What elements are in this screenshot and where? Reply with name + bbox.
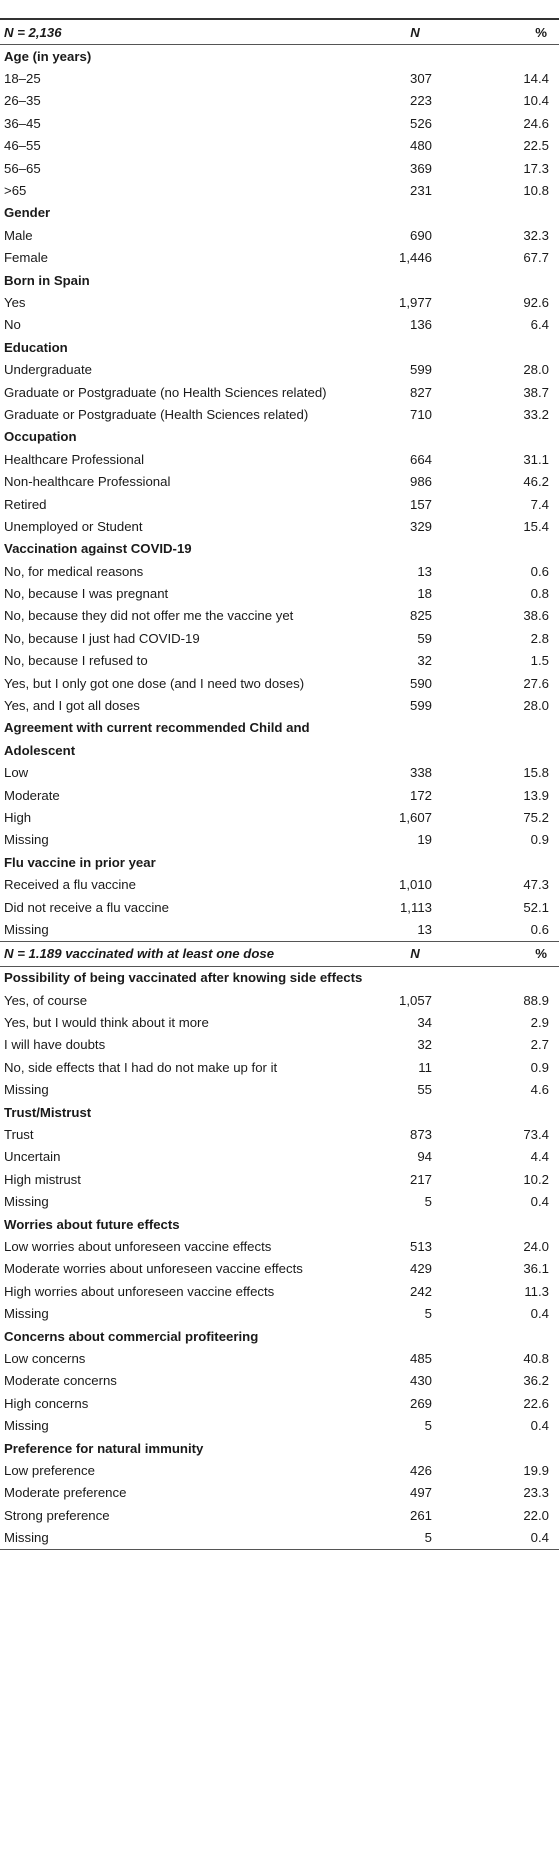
section-heading-row [0,538,559,560]
row-label: Moderate concerns [4,1373,117,1389]
table-row [0,1459,559,1481]
table-row [0,67,559,89]
empty-cell [368,45,432,68]
row-n: 59 [417,630,432,646]
row-label: Moderate preference [4,1485,127,1501]
section-heading-row [0,1437,559,1459]
table-row [0,672,559,694]
row-label: Yes, of course [4,992,88,1008]
row-label: 56–65 [4,160,41,176]
empty-cell [368,538,432,560]
table-body [0,20,559,1549]
row-label: 26–35 [4,93,41,109]
section-title: Worries about future effects [4,1216,180,1232]
row-percent: 14.4 [523,71,549,87]
row-n: 986 [409,474,432,490]
empty-cell [368,1101,432,1123]
row-n: 497 [409,1485,432,1501]
table-row [0,1370,559,1392]
row-percent: 22.0 [523,1507,549,1523]
row-percent: 15.4 [523,518,549,534]
table-row [0,873,559,895]
row-label: Received a flu vaccine [4,877,136,893]
section-title: Education [4,339,68,355]
row-n: 690 [409,227,432,243]
section-title: Concerns about commercial profiteering [4,1328,259,1344]
row-label: No, because I just had COVID-19 [4,630,200,646]
table-row [0,470,559,492]
row-percent: 2.9 [530,1015,549,1031]
row-n: 710 [409,406,432,422]
row-label: Male [4,227,33,243]
table-row [0,1347,559,1369]
row-n: 307 [409,71,432,87]
row-n: 231 [409,183,432,199]
table-row [0,784,559,806]
table-row [0,762,559,784]
row-n: 11 [418,1059,432,1075]
table-row [0,224,559,246]
row-percent: 38.7 [523,384,549,400]
table-row [0,1392,559,1414]
empty-cell [368,966,432,989]
row-percent: 0.4 [530,1306,549,1322]
row-label: Non-healthcare Professional [4,474,171,490]
empty-cell [432,966,559,989]
header-percent: % [432,941,559,966]
empty-cell [368,1213,432,1235]
section-heading-row [0,202,559,224]
row-percent: 2.7 [530,1037,549,1053]
row-n: 55 [417,1082,432,1098]
row-n: 873 [409,1127,432,1143]
row-percent: 0.9 [530,832,549,848]
table-header-row [0,20,559,45]
row-label: Uncertain [4,1149,61,1165]
row-n: 136 [409,317,432,333]
row-n: 1,446 [398,250,432,266]
row-label: >65 [4,183,27,199]
empty-cell [432,1213,559,1235]
table-row [0,1168,559,1190]
row-label: Missing [4,1418,49,1434]
table-row [0,1146,559,1168]
table-row [0,291,559,313]
table-row [0,1079,559,1101]
section-heading-row [0,1101,559,1123]
header-n: N [368,20,432,45]
empty-cell [432,1325,559,1347]
empty-cell [432,1437,559,1459]
row-percent: 6.4 [530,317,549,333]
row-label: Missing [0,1526,368,1549]
empty-cell [368,851,432,873]
row-percent: 67.7 [523,250,549,266]
row-label: High [4,809,32,825]
row-percent: 23.3 [523,1485,549,1501]
row-label: 18–25 [4,71,41,87]
row-label: High concerns [4,1395,89,1411]
table-row [0,918,559,941]
row-percent: 33.2 [523,406,549,422]
row-n: 157 [409,496,432,512]
row-label: Missing [4,1306,49,1322]
row-label: Graduate or Postgraduate (Health Sciences related) [4,406,309,422]
row-percent: 22.5 [523,138,549,154]
row-label: Strong preference [4,1507,110,1523]
empty-cell [368,336,432,358]
row-label: No [4,317,21,333]
row-percent: 10.2 [523,1171,549,1187]
table-row [0,515,559,537]
row-n: 242 [409,1283,432,1299]
table-row [0,582,559,604]
section-heading-row [0,426,559,448]
row-label: Retired [4,496,47,512]
empty-cell [432,1101,559,1123]
row-label: Unemployed or Student [4,518,143,534]
table-row [0,989,559,1011]
header-sample-size: N = 1.189 vaccinated with at least one dose [0,941,368,966]
table-row [0,179,559,201]
row-n: 1,977 [398,294,432,310]
row-percent: 7.4 [530,496,549,512]
row-n: 599 [409,698,432,714]
row-label: Graduate or Postgraduate (no Health Sciences related) [4,384,327,400]
row-percent: 0.9 [530,1059,549,1075]
section-title: Preference for natural immunity [4,1440,204,1456]
empty-cell [432,202,559,224]
row-label: Yes, but I only got one dose (and I need two doses) [4,675,305,691]
row-n: 825 [409,608,432,624]
row-n: 5 [424,1306,432,1322]
row-percent: 1.5 [530,653,549,669]
row-n: 480 [409,138,432,154]
row-percent: 0.4 [432,1526,559,1549]
table-row [0,1504,559,1526]
row-label: No, because I refused to [4,653,148,669]
table-row [0,1056,559,1078]
row-n: 172 [409,787,432,803]
row-label: Yes [4,294,26,310]
table-row [0,90,559,112]
section-heading-row [0,717,559,739]
row-n: 13 [417,563,432,579]
row-label: Undergraduate [4,362,92,378]
row-percent: 88.9 [523,992,549,1008]
row-percent: 10.8 [523,183,549,199]
row-n: 513 [409,1239,432,1254]
empty-cell [368,426,432,448]
table-row [0,247,559,269]
table-row [0,135,559,157]
row-n: 426 [409,1462,432,1478]
table-row [0,896,559,918]
row-n: 429 [409,1261,432,1277]
row-n: 223 [409,93,432,109]
row-label: Moderate worries about unforeseen vaccine effects [4,1261,303,1277]
row-n: 5 [424,1194,432,1210]
section-heading-row [0,1325,559,1347]
section-title: Gender [4,205,51,221]
row-label: Did not receive a flu vaccine [4,899,169,915]
table-row [0,1258,559,1280]
row-label: Low concerns [4,1350,86,1366]
row-label: Trust [4,1127,34,1143]
row-n: 827 [409,384,432,400]
row-percent: 10.4 [523,93,549,109]
row-label: Female [4,250,48,266]
row-percent: 52.1 [523,899,549,915]
table-row [0,1011,559,1033]
row-label: Low [4,765,29,781]
row-n: 369 [409,160,432,176]
table-row [0,829,559,851]
section-title: Agreement with current recommended Child and [4,720,310,736]
section-title: Flu vaccine in prior year [4,854,156,870]
row-n: 664 [409,451,432,467]
empty-cell [368,717,432,739]
table-row [0,448,559,470]
row-percent: 0.8 [530,586,549,602]
table-row [0,627,559,649]
row-n: 261 [409,1507,432,1523]
row-percent: 92.6 [523,294,549,310]
row-n: 5 [368,1526,432,1549]
row-label: No, because they did not offer me the vaccine yet [4,608,294,624]
empty-cell [432,851,559,873]
section-heading-row [0,739,559,761]
table-row [0,806,559,828]
row-n: 32 [417,653,432,669]
row-percent: 28.0 [523,698,549,714]
table-row [0,112,559,134]
row-percent: 28.0 [523,362,549,378]
table-row [0,694,559,716]
header-sample-size: N = 2,136 [0,20,368,45]
table-row [0,1302,559,1324]
row-label: I will have doubts [4,1037,106,1053]
row-label: Missing [4,921,49,937]
table-row [0,314,559,336]
demographics-table [0,20,559,1550]
row-percent: 47.3 [523,877,549,893]
row-label: Missing [4,832,49,848]
row-label: 46–55 [4,138,41,154]
empty-cell [368,202,432,224]
empty-cell [368,1325,432,1347]
row-n: 32 [417,1037,432,1053]
table-row [0,605,559,627]
section-heading-row [0,269,559,291]
table-row [0,1123,559,1145]
section-title: Possibility of being vaccinated after knowing side effects [4,970,363,986]
row-n: 430 [409,1373,432,1389]
empty-cell [432,739,559,761]
row-label: No, for medical reasons [4,563,144,579]
table-row [0,1034,559,1056]
table-row [0,1482,559,1504]
row-percent: 38.6 [523,608,549,624]
row-label: No, because I was pregnant [4,586,169,602]
row-percent: 0.6 [530,563,549,579]
table-row [0,358,559,380]
row-percent: 11.3 [524,1283,549,1299]
row-label: Moderate [4,787,60,803]
header-n: N [368,941,432,966]
row-percent: 32.3 [523,227,549,243]
row-percent: 4.4 [530,1149,549,1165]
row-percent: 36.1 [523,1261,549,1277]
section-title: Trust/Mistrust [4,1104,92,1120]
empty-cell [368,739,432,761]
row-n: 1,057 [398,992,432,1008]
row-n: 1,010 [398,877,432,893]
row-percent: 22.6 [523,1395,549,1411]
table-row [0,560,559,582]
table-row [0,1414,559,1436]
row-n: 338 [409,765,432,781]
table-header-row [0,941,559,966]
row-percent: 0.4 [530,1418,549,1434]
row-label: Missing [4,1082,49,1098]
empty-cell [368,269,432,291]
section-title: Vaccination against COVID-19 [4,541,192,557]
row-n: 13 [417,921,432,937]
row-n: 217 [409,1171,432,1187]
section-title: Born in Spain [4,272,90,288]
row-n: 1,607 [398,809,432,825]
row-percent: 24.0 [523,1239,549,1254]
row-n: 5 [424,1418,432,1434]
table-row [0,1235,559,1257]
section-title-continued: Adolescent [4,742,76,758]
empty-cell [368,1437,432,1459]
row-n: 485 [409,1350,432,1366]
empty-cell [432,717,559,739]
row-label: Healthcare Professional [4,451,145,467]
row-percent: 19.9 [523,1462,549,1478]
table-row [0,493,559,515]
table-row [0,1526,559,1549]
row-percent: 0.4 [530,1194,549,1210]
row-percent: 2.8 [530,630,549,646]
row-n: 34 [417,1015,432,1031]
row-label: No, side effects that I had do not make up for it [4,1059,278,1075]
row-percent: 73.4 [523,1127,549,1143]
row-n: 599 [409,362,432,378]
row-n: 590 [409,675,432,691]
row-label: Low worries about unforeseen vaccine effects [4,1239,272,1254]
row-label: High worries about unforeseen vaccine effects [4,1283,275,1299]
empty-cell [432,336,559,358]
table-row [0,650,559,672]
section-heading-row [0,336,559,358]
table-row [0,157,559,179]
section-title: Age (in years) [4,48,92,64]
row-percent: 40.8 [523,1350,549,1366]
row-percent: 31.1 [523,451,549,467]
row-label: Yes, and I got all doses [4,698,140,714]
row-percent: 36.2 [523,1373,549,1389]
empty-cell [432,538,559,560]
row-percent: 4.6 [530,1082,549,1098]
row-percent: 0.6 [530,921,549,937]
section-title: Occupation [4,429,77,445]
row-percent: 15.8 [523,765,549,781]
table-row [0,1191,559,1213]
section-heading-row [0,1213,559,1235]
row-percent: 75.2 [523,809,549,825]
row-percent: 46.2 [523,474,549,490]
table-row [0,403,559,425]
row-percent: 24.6 [523,115,549,131]
row-percent: 27.6 [523,675,549,691]
empty-cell [432,426,559,448]
row-label: Low preference [4,1462,95,1478]
row-n: 329 [409,518,432,534]
row-n: 269 [409,1395,432,1411]
row-label: Yes, but I would think about it more [4,1015,209,1031]
row-label: High mistrust [4,1171,81,1187]
section-heading-row [0,966,559,989]
row-label: 36–45 [4,115,41,131]
row-n: 19 [417,832,432,848]
row-n: 1,113 [399,899,432,915]
row-n: 18 [417,586,432,602]
table-row [0,1280,559,1302]
section-heading-row [0,851,559,873]
section-heading-row [0,45,559,68]
header-percent: % [432,20,559,45]
row-percent: 17.3 [523,160,549,176]
row-label: Missing [4,1194,49,1210]
row-percent: 13.9 [523,787,549,803]
empty-cell [432,45,559,68]
row-n: 94 [417,1149,432,1165]
row-n: 526 [409,115,432,131]
empty-cell [432,269,559,291]
table-row [0,381,559,403]
